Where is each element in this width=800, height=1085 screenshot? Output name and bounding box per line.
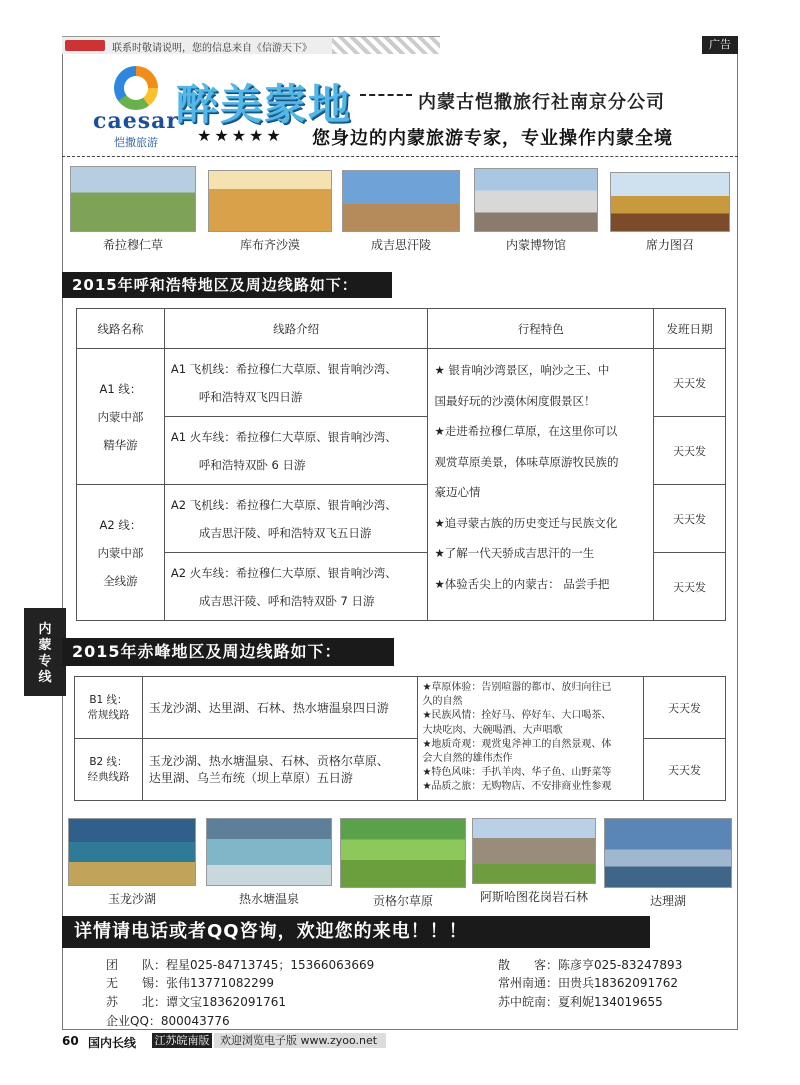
route-name-a1 <box>77 349 165 485</box>
contact-label: 苏 北： <box>106 995 167 1009</box>
contact-label: 无 锡： <box>106 976 167 990</box>
route-intro-a1-train <box>164 417 428 485</box>
route-date: 天天发 <box>654 417 726 485</box>
intro-line: A1 飞机线：希拉穆仁大草原、银肯响沙湾、 <box>170 361 397 376</box>
route-features-b <box>418 677 644 801</box>
contact-value: 田贵兵18362091762 <box>558 976 678 990</box>
photo-xilitu-temple <box>610 172 730 232</box>
logo-en: caesar <box>93 108 179 134</box>
route-name-line: B1 线： <box>89 693 128 706</box>
contact-row <box>106 1012 230 1029</box>
section-title-chifeng: 2015年赤峰地区及周边线路如下： <box>62 638 394 666</box>
rating-stars: ★★★★★ <box>197 126 284 145</box>
contact-label: 常州南通： <box>498 976 559 990</box>
header-notice: 联系时敬请说明，您的信息来自《信游天下》 <box>112 43 312 54</box>
route-features <box>428 349 654 621</box>
header-notice-bar <box>62 36 440 54</box>
route-intro-b1 <box>142 677 418 739</box>
route-name-line: B2 线： <box>89 755 128 768</box>
footer-edition: 江苏皖南版 <box>152 1033 212 1048</box>
photo-caption: 玉龙沙湖 <box>107 892 156 906</box>
side-tab-char: 内 <box>38 622 52 637</box>
photo-caption: 达理湖 <box>649 894 686 908</box>
intro-line: A2 飞机线：希拉穆仁大草原、银肯响沙湾、 <box>170 497 397 512</box>
intro-line: 玉龙沙湖、热水塘温泉、石林、贡格尔草原、 <box>148 753 389 768</box>
col-header: 线路名称 <box>77 309 165 349</box>
contact-row <box>498 974 678 991</box>
intro-line: 呼和浩特双卧 6 日游 <box>198 457 306 472</box>
route-name-line: 全线游 <box>103 573 138 588</box>
route-date: 天天发 <box>644 677 726 739</box>
photo-genghis-mausoleum <box>342 170 460 232</box>
footer-section: 国内长线 <box>88 1036 137 1050</box>
route-name-line: A1 线： <box>99 381 142 396</box>
photo-hot-spring <box>206 818 332 886</box>
contact-value: 谭文宝18362091761 <box>166 995 286 1009</box>
contact-row <box>106 974 274 991</box>
feature-line: ★品质之旅：无购物店、不安排商业性参观 <box>422 781 612 793</box>
feature-line: 豪迈心情 <box>434 485 481 499</box>
route-name-line: 精华游 <box>103 437 138 452</box>
route-intro-a2-train <box>164 553 428 621</box>
side-tab-char: 专 <box>38 654 52 669</box>
route-date: 天天发 <box>654 349 726 417</box>
photo-caption: 成吉思汗陵 <box>370 238 431 252</box>
photo-caption: 库布齐沙漠 <box>239 238 300 252</box>
feature-line: ★民族风情：拴好马、停好车、大口喝茶、 <box>422 710 612 722</box>
contact-value: 程星025-84713745；15366063669 <box>166 958 375 972</box>
route-date: 天天发 <box>654 553 726 621</box>
logo-rings-icon <box>114 66 158 110</box>
contact-label: 团 队： <box>106 958 167 972</box>
feature-line: ★了解一代天骄成吉思汗的一生 <box>434 546 595 560</box>
col-header: 线路介绍 <box>164 309 428 349</box>
intro-line: 达里湖、乌兰布统（坝上草原）五日游 <box>148 770 353 785</box>
route-name-line: 经典线路 <box>87 770 130 783</box>
contact-label: 企业QQ： <box>106 1014 161 1028</box>
hohhot-routes-table <box>76 308 726 621</box>
footer-website[interactable]: 欢迎浏览电子版 www.zyoo.net <box>214 1033 386 1048</box>
photo-caption: 内蒙博物馆 <box>505 238 566 252</box>
route-name-line: 内蒙中部 <box>97 545 144 560</box>
intro-line: 成吉思汗陵、呼和浩特双飞五日游 <box>198 525 372 540</box>
feature-line: ★特色风味：手扒羊肉、华子鱼、山野菜等 <box>422 767 612 779</box>
brand-slogan: 您身边的内蒙旅游专家，专业操作内蒙全境 <box>312 128 673 149</box>
feature-line: ★草原体验：告别喧嚣的都市、放归向往已 <box>422 682 612 693</box>
route-name-line: 常规线路 <box>87 708 130 721</box>
intro-line: 成吉思汗陵、呼和浩特双卧 7 日游 <box>198 593 375 608</box>
route-date: 天天发 <box>654 485 726 553</box>
contact-row <box>106 956 374 973</box>
feature-line: 观赏草原美景，体味草原游牧民族的 <box>434 454 619 469</box>
col-header: 发班日期 <box>654 309 726 349</box>
route-date: 天天发 <box>644 739 726 801</box>
header-divider <box>62 156 738 157</box>
intro-line: A2 火车线：希拉穆仁大草原、银肯响沙湾、 <box>170 565 397 580</box>
side-tab-char: 线 <box>38 670 52 685</box>
side-tab-char: 蒙 <box>38 638 52 653</box>
route-name-b1 <box>75 677 143 739</box>
feature-line: 久的自然 <box>422 696 463 708</box>
intro-line: A1 火车线：希拉穆仁大草原、银肯响沙湾、 <box>170 429 397 444</box>
intro-line: 呼和浩特双飞四日游 <box>198 389 303 404</box>
photo-xilamuren <box>70 166 196 232</box>
page-number: 60 <box>62 1034 79 1048</box>
publication-logo <box>65 40 105 51</box>
intro-line: 玉龙沙湖、达里湖、石林、热水塘温泉四日游 <box>148 701 389 715</box>
contact-row <box>106 993 286 1010</box>
route-name-line: 内蒙中部 <box>97 409 144 424</box>
contact-row <box>498 956 682 973</box>
route-intro-a1-flight <box>164 349 428 417</box>
decorative-pattern <box>332 37 440 54</box>
contact-value: 800043776 <box>160 1014 230 1028</box>
contact-value: 夏利妮134019655 <box>558 995 663 1009</box>
feature-line: 大块吃肉、大碗喝酒、大声唱歌 <box>422 724 563 736</box>
route-intro-a2-flight <box>164 485 428 553</box>
feature-line: 国最好玩的沙漠休闲度假景区！ <box>434 393 596 408</box>
caesar-logo <box>88 66 184 150</box>
section-title-hohhot: 2015年呼和浩特地区及周边线路如下： <box>62 272 392 298</box>
feature-line: ★体验舌尖上的内蒙古： 品尝手把 <box>434 576 610 591</box>
photo-gonggeer-grassland <box>340 818 466 888</box>
logo-cn: 恺撒旅游 <box>114 136 158 149</box>
ad-label: 广告 <box>702 36 738 54</box>
chifeng-routes-table <box>74 676 726 801</box>
brand-subtitle: 内蒙古恺撒旅行社南京分公司 <box>418 92 665 113</box>
route-name-b2 <box>75 739 143 801</box>
contact-value: 张伟13771082299 <box>166 976 274 990</box>
contact-label: 散 客： <box>498 958 559 972</box>
contact-label: 苏中皖南： <box>498 995 559 1009</box>
contact-value: 陈彦亨025-83247893 <box>558 958 683 972</box>
feature-line: ★追寻蒙古族的历史变迁与民族文化 <box>434 515 618 530</box>
feature-line: ★地质奇观：观赏鬼斧神工的自然景观、体 <box>422 738 612 750</box>
feature-line: ★走进希拉穆仁草原，在这里你可以 <box>434 424 618 438</box>
photo-caption: 贡格尔草原 <box>372 894 433 908</box>
photo-yulong-lake <box>68 818 196 886</box>
col-header: 行程特色 <box>428 309 654 349</box>
route-name-a2 <box>77 485 165 621</box>
title-dash <box>360 94 412 96</box>
feature-line: 会大自然的雄伟杰作 <box>422 753 513 765</box>
contact-row <box>498 993 663 1010</box>
photo-inner-mongolia-museum <box>474 168 598 232</box>
route-name-line: A2 线： <box>99 517 142 532</box>
photo-caption: 阿斯哈图花岗岩石林 <box>479 890 588 904</box>
photo-stone-forest <box>472 818 596 884</box>
photo-caption: 热水塘温泉 <box>238 892 299 906</box>
photo-caption: 席力图召 <box>645 238 694 252</box>
contact-banner: 详情请电话或者QQ咨询，欢迎您的来电！！！ <box>62 916 650 948</box>
route-intro-b2 <box>142 739 418 801</box>
photo-dali-lake <box>604 818 732 888</box>
photo-kubuqi-desert <box>208 170 332 232</box>
photo-caption: 希拉穆仁草 <box>102 238 163 252</box>
feature-line: ★ 银肯响沙湾景区，响沙之王、中 <box>434 363 610 377</box>
side-tab-inner-mongolia <box>24 608 66 696</box>
brand-title: 醉美蒙地 <box>176 80 353 129</box>
